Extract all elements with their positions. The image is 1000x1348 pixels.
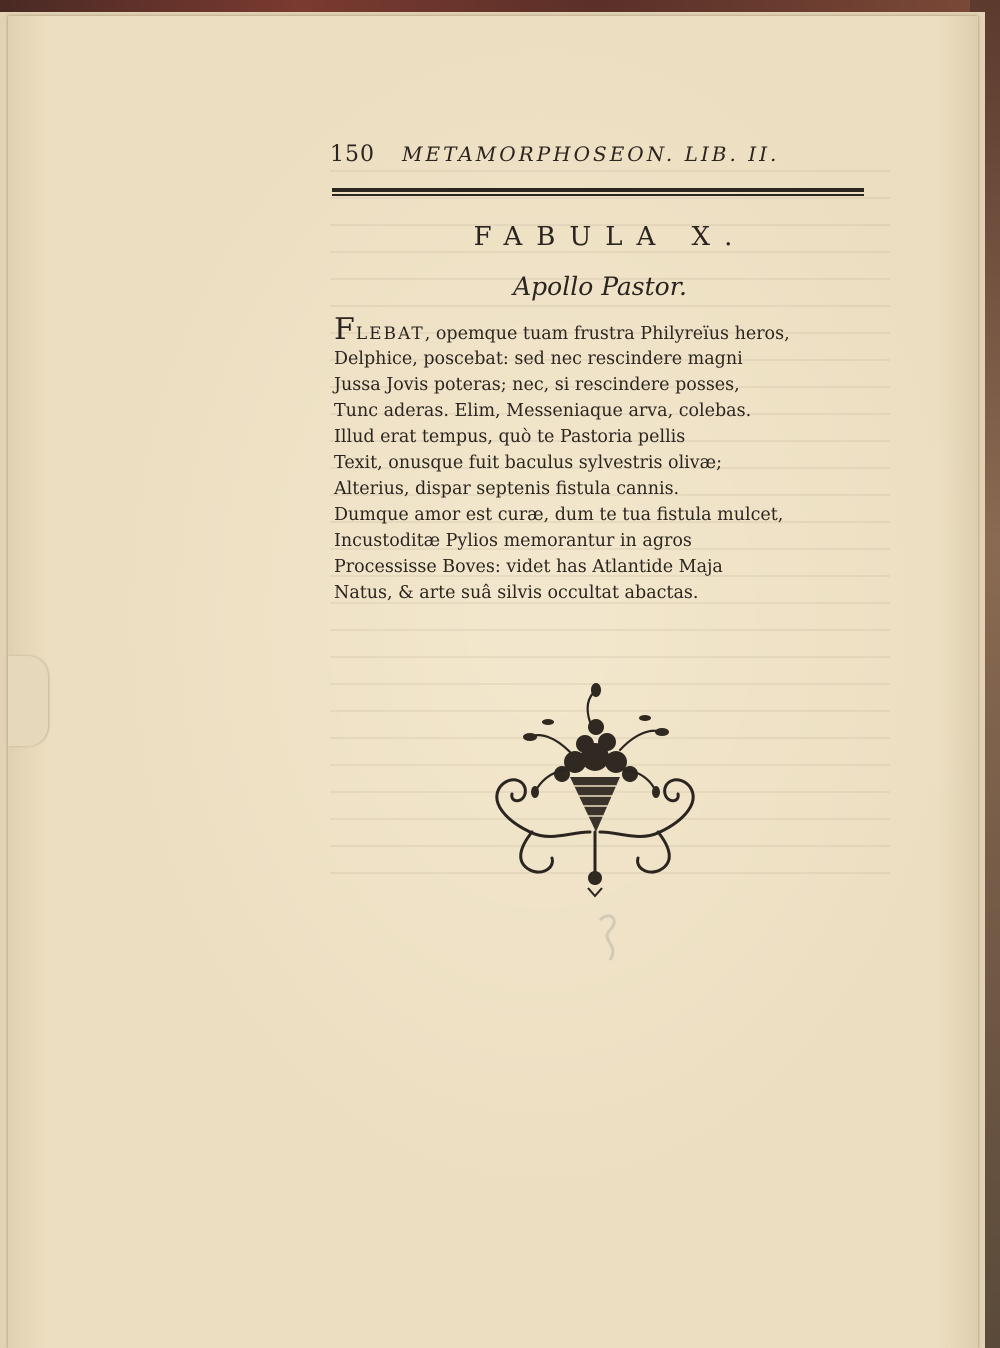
drop-cap: F [334, 312, 356, 347]
fable-subtitle: Apollo Pastor. [513, 272, 687, 301]
verse-line: Processisse Boves: videt has Atlantide Maja [334, 557, 723, 577]
verse-line-1 [334, 312, 790, 347]
page-number: 150 [330, 142, 375, 167]
rule-thin [332, 194, 864, 196]
first-line-rest: , opemque tuam frustra Philyreïus heros, [424, 324, 790, 344]
floral-basket-vignette-icon [470, 682, 720, 902]
running-head: METAMORPHOSEON. LIB. II. [402, 142, 780, 166]
verse-line: Alterius, dispar septenis fistula cannis. [334, 479, 680, 499]
fable-title: FABULA X. [473, 222, 747, 252]
verse-line: Illud erat tempus, quò te Pastoria pellis [334, 427, 686, 447]
verse-line: Dumque amor est curæ, dum te tua fistula mulcet, [334, 505, 784, 525]
verse-line: Texit, onusque fuit baculus sylvestris olivæ; [334, 453, 722, 473]
page-header [330, 142, 830, 172]
first-word-rest: LEBAT [355, 324, 425, 344]
verse-line: Natus, & arte suâ silvis occultat abactas. [334, 583, 699, 603]
verse-line: Jussa Jovis poteras; nec, si rescindere posses, [334, 375, 740, 395]
header-rule [332, 188, 864, 196]
page-fold-tab [8, 656, 48, 746]
verse-line: Delphice, poscebat: sed nec rescindere magni [334, 349, 743, 369]
bleed-through-ornament-icon [590, 910, 630, 970]
rule-thick [332, 188, 864, 192]
verse-line: Tunc aderas. Elim, Messeniaque arva, colebas. [334, 401, 752, 421]
verse-line: Incustoditæ Pylios memorantur in agros [334, 531, 692, 551]
